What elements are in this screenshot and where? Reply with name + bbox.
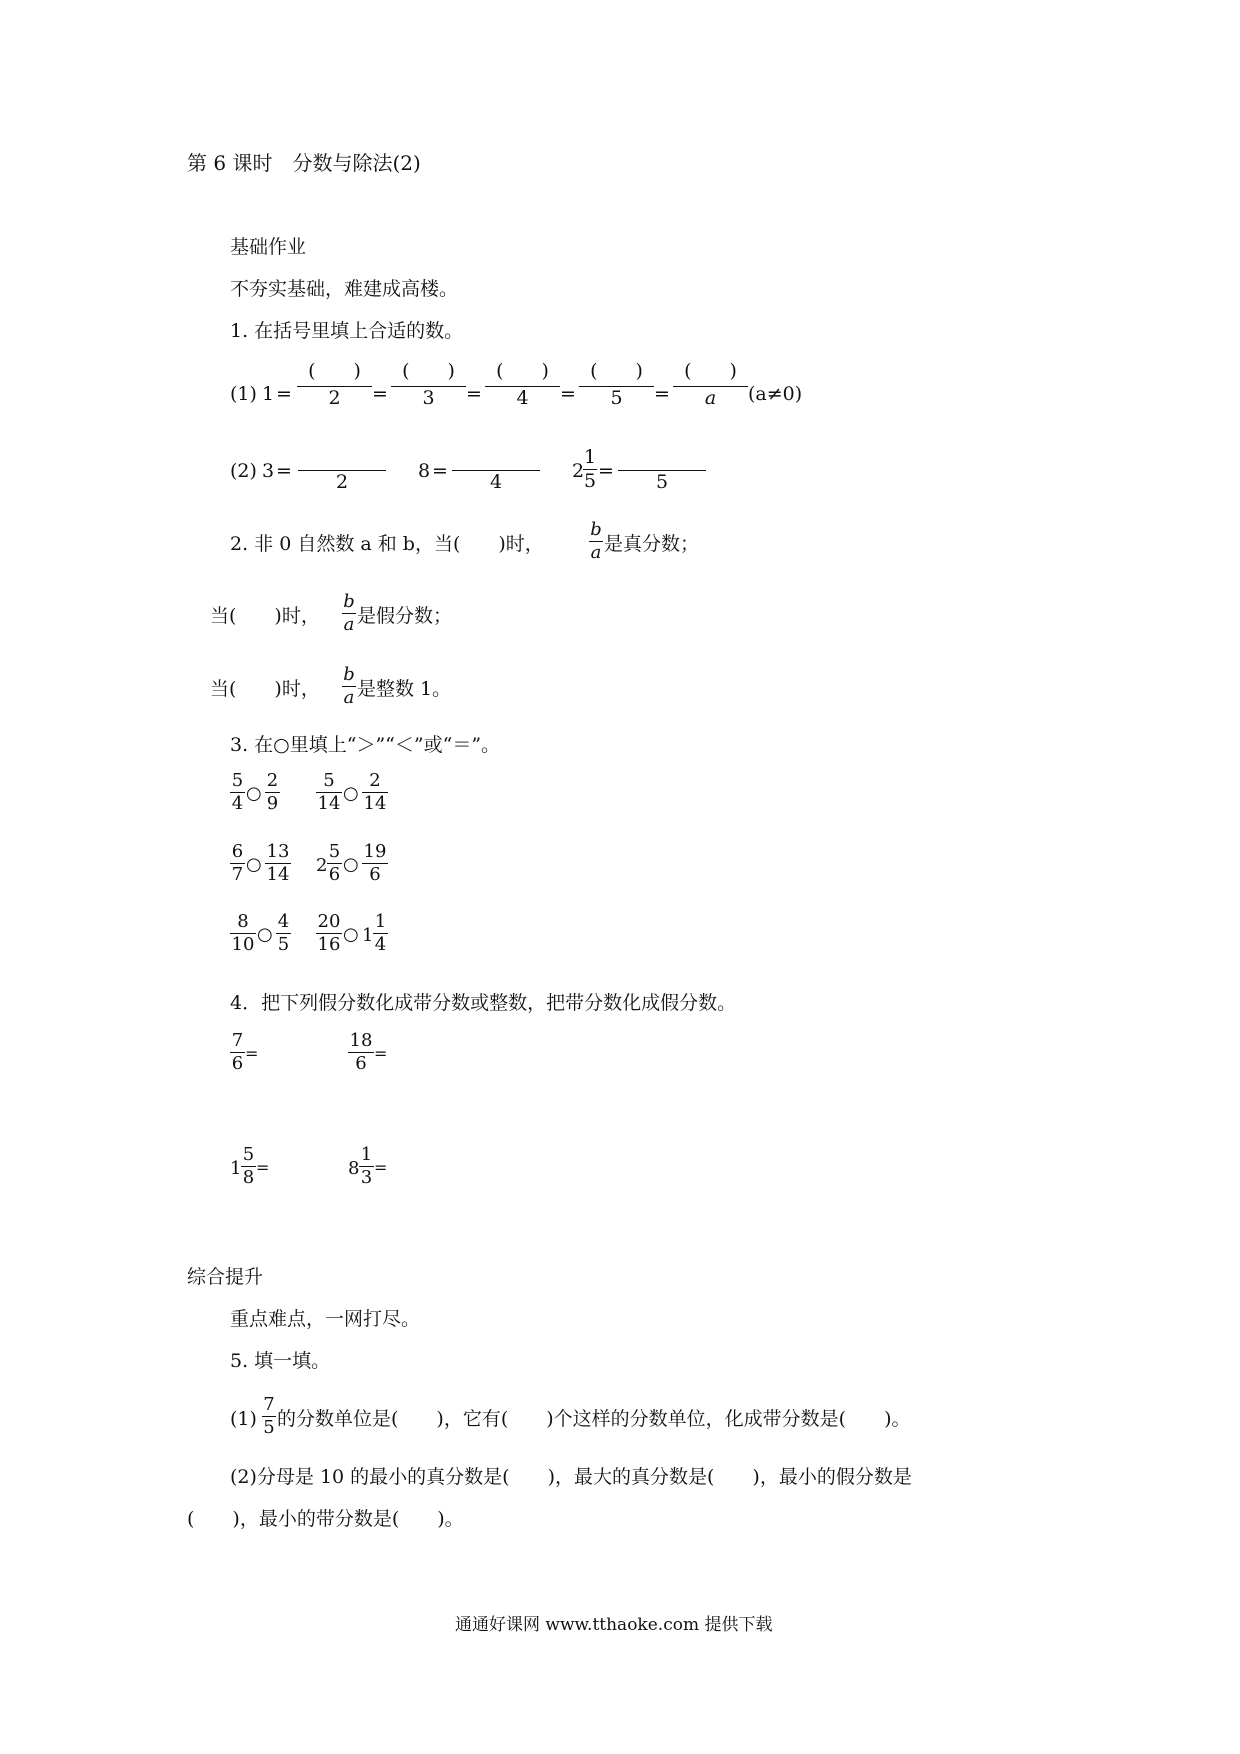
q5-part1-text: 的分数单位是( )，它有( )个这样的分数单位，化成带分数是( )。 — [277, 1408, 911, 1430]
denominator: 8 — [242, 1167, 255, 1188]
numerator: 4 — [277, 911, 290, 932]
blank-fraction — [452, 448, 540, 492]
numerator: 5 — [242, 1144, 255, 1165]
blank-fraction — [298, 448, 386, 492]
equals-sign: = — [245, 1044, 259, 1063]
question-2-line-2-end: 是假分数； — [357, 605, 453, 627]
comparison-circle[interactable]: ○ — [246, 783, 262, 804]
q5-part2-line-2: ( )，最小的带分数是( )。 — [187, 1508, 464, 1530]
q5-part1-label: (1) — [230, 1408, 257, 1430]
fraction — [348, 1032, 374, 1073]
question-2-line-3: 当( )时， — [210, 678, 320, 700]
answer-blank[interactable] — [259, 1040, 319, 1066]
denominator: a — [704, 387, 717, 409]
denominator: 2 — [335, 471, 349, 493]
numerator-blank[interactable]: ( ) — [590, 360, 643, 382]
blank-fraction — [618, 448, 706, 492]
section-motto: 不夯实基础，难建成高楼。 — [230, 278, 459, 300]
question-2-line-3-end: 是整数 1。 — [357, 678, 452, 700]
blank-fraction — [485, 362, 560, 408]
equals-sign: = — [432, 460, 448, 482]
numerator: 1 — [374, 911, 387, 932]
denominator: 14 — [317, 793, 341, 814]
numerator-blank[interactable] — [452, 448, 540, 468]
denominator: 4 — [516, 387, 529, 409]
denominator: 4 — [231, 793, 244, 814]
denominator: 5 — [277, 934, 290, 955]
question-2-line-1: 2. 非 0 自然数 a 和 b，当( )时， — [230, 533, 544, 555]
answer-blank[interactable] — [388, 1154, 448, 1180]
q1-part2-lhs: 8 — [418, 460, 431, 482]
denominator: 3 — [360, 1167, 373, 1188]
denominator: 5 — [655, 471, 669, 493]
fraction — [230, 913, 256, 954]
fraction — [265, 772, 280, 813]
equals-sign: = — [598, 460, 614, 482]
fraction — [230, 843, 245, 884]
equals-sign: = — [560, 383, 576, 405]
q5-part2-line-1: (2)分母是 10 的最小的真分数是( )，最大的真分数是( )，最小的假分数是 — [230, 1466, 912, 1488]
q1-part2-label: (2) — [230, 460, 257, 482]
question-4-stem: 4．把下列假分数化成带分数或整数，把带分数化成假分数。 — [230, 992, 737, 1014]
numerator-blank[interactable]: ( ) — [308, 360, 361, 382]
denominator: a — [343, 614, 355, 635]
fraction — [276, 913, 291, 954]
numerator-blank[interactable] — [618, 448, 706, 468]
denominator: 4 — [489, 471, 503, 493]
numerator: 19 — [363, 841, 387, 862]
fraction — [230, 772, 245, 813]
numerator: 5 — [328, 841, 341, 862]
question-1-stem: 1. 在括号里填上合适的数。 — [230, 320, 464, 342]
fraction — [362, 843, 388, 884]
fraction-7-5 — [262, 1396, 276, 1437]
numerator: 6 — [231, 841, 244, 862]
question-3-stem: 3. 在○里填上“＞”“＜”或“＝”。 — [230, 734, 501, 756]
denominator: 5 — [610, 387, 623, 409]
denominator: 5 — [583, 470, 597, 492]
denominator: a — [590, 542, 602, 563]
mixed-whole: 2 — [316, 855, 328, 876]
numerator: b — [343, 591, 355, 612]
fraction — [327, 843, 342, 884]
denominator: 16 — [317, 934, 341, 955]
comparison-circle[interactable]: ○ — [257, 924, 273, 945]
numerator: 2 — [266, 770, 279, 791]
fraction — [316, 913, 342, 954]
denominator: 4 — [374, 934, 387, 955]
equals-sign: = — [372, 383, 388, 405]
page-title: 第 6 课时 分数与除法(2) — [187, 151, 421, 175]
denominator: 14 — [266, 864, 290, 885]
equals-sign: = — [256, 1158, 270, 1177]
mixed-whole: 2 — [572, 460, 585, 482]
footer-credit: 通通好课网 www.tthaoke.com 提供下载 — [455, 1615, 773, 1635]
answer-blank[interactable] — [388, 1040, 448, 1066]
section-title: 综合提升 — [187, 1266, 264, 1288]
denominator: 6 — [355, 1053, 367, 1074]
fraction — [362, 772, 388, 813]
comparison-circle[interactable]: ○ — [343, 854, 359, 875]
numerator-blank[interactable]: ( ) — [684, 360, 737, 382]
fraction — [265, 843, 291, 884]
equals-sign: = — [276, 383, 292, 405]
comparison-circle[interactable]: ○ — [246, 854, 262, 875]
mixed-whole: 1 — [362, 925, 374, 946]
equals-sign: = — [654, 383, 670, 405]
denominator: 6 — [328, 864, 341, 885]
denominator: 6 — [369, 864, 381, 885]
equals-sign: = — [466, 383, 482, 405]
denominator: 3 — [422, 387, 435, 409]
denominator: a — [343, 687, 355, 708]
equals-sign: = — [374, 1158, 388, 1177]
q1-part1-lhs: 1 — [262, 383, 275, 405]
blank-fraction — [391, 362, 466, 408]
question-5-stem: 5. 填一填。 — [230, 1350, 331, 1372]
numerator: 5 — [323, 770, 335, 791]
question-2-line-1-end: 是真分数； — [604, 533, 700, 555]
fraction — [230, 1032, 245, 1073]
mixed-whole: 1 — [230, 1158, 242, 1179]
numerator: 1 — [360, 1144, 373, 1165]
mixed-fraction — [583, 448, 597, 491]
mixed-whole: 8 — [348, 1158, 360, 1179]
numerator: 5 — [231, 770, 244, 791]
denominator: 10 — [231, 934, 255, 955]
condition-note: (a≠0) — [748, 383, 803, 405]
fraction — [359, 1146, 374, 1187]
q1-part1-label: (1) — [230, 383, 257, 405]
numerator: 20 — [317, 911, 341, 932]
comparison-circle[interactable]: ○ — [343, 924, 359, 945]
numerator: 7 — [263, 1394, 275, 1415]
numerator: 7 — [231, 1030, 244, 1051]
blank-fraction — [297, 362, 372, 408]
denominator: 2 — [328, 387, 341, 409]
numerator-blank[interactable]: ( ) — [402, 360, 455, 382]
numerator: 2 — [369, 770, 381, 791]
numerator: b — [590, 519, 602, 540]
equals-sign: = — [276, 460, 292, 482]
numerator: b — [343, 664, 355, 685]
section-title: 基础作业 — [230, 236, 307, 258]
q1-part2-lhs: 3 — [262, 460, 275, 482]
fraction — [373, 913, 388, 954]
fraction-b-over-a — [342, 666, 356, 707]
denominator: 7 — [231, 864, 244, 885]
numerator: 8 — [237, 911, 249, 932]
numerator: 13 — [266, 841, 290, 862]
comparison-circle[interactable]: ○ — [343, 783, 359, 804]
numerator-blank[interactable]: ( ) — [496, 360, 549, 382]
blank-fraction — [673, 362, 748, 408]
numerator-blank[interactable] — [298, 448, 386, 468]
fraction — [316, 772, 342, 813]
fraction-b-over-a — [342, 593, 356, 634]
fraction — [241, 1146, 256, 1187]
denominator: 5 — [263, 1417, 275, 1438]
numerator: 18 — [349, 1030, 373, 1051]
numerator: 1 — [583, 446, 597, 468]
question-2-line-2: 当( )时， — [210, 605, 320, 627]
section-motto: 重点难点，一网打尽。 — [230, 1308, 421, 1330]
fraction-b-over-a — [589, 521, 603, 562]
equals-sign: = — [374, 1044, 388, 1063]
denominator: 9 — [266, 793, 279, 814]
denominator: 14 — [363, 793, 387, 814]
answer-blank[interactable] — [270, 1154, 330, 1180]
denominator: 6 — [231, 1053, 244, 1074]
blank-fraction — [579, 362, 654, 408]
